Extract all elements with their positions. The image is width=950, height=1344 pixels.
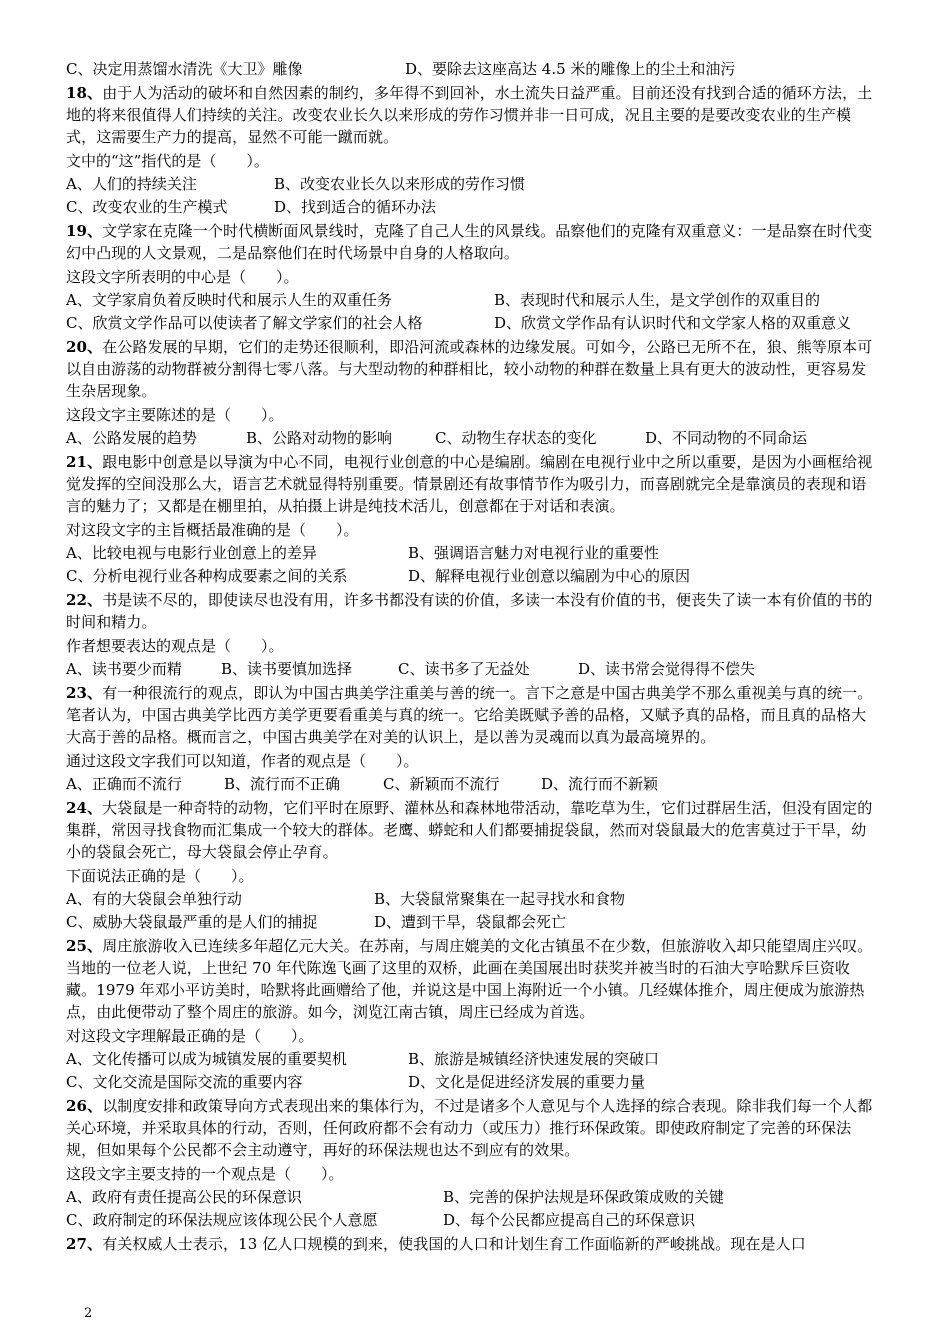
option-d: D、要除去这座高达 4.5 米的雕像上的尘土和油污 — [405, 60, 736, 78]
option-d: D、解释电视行业创意以编剧为中心的原因 — [408, 567, 691, 585]
question-21-options-row1 — [66, 542, 880, 564]
question-25-prompt: 对这段文字理解最正确的是（ ）。 — [66, 1027, 314, 1045]
question-18-options-row1 — [66, 173, 880, 195]
option-a: A、人们的持续关注 — [66, 175, 197, 193]
option-d: D、遭到干旱，袋鼠都会死亡 — [374, 913, 567, 931]
option-d: D、文化是促进经济发展的重要力量 — [408, 1073, 646, 1091]
question-24-prompt: 下面说法正确的是（ ）。 — [66, 867, 254, 885]
option-c: C、改变农业的生产模式 — [66, 198, 228, 216]
option-c: C、文化交流是国际交流的重要内容 — [66, 1073, 303, 1091]
question-23-passage: 23、有一种很流行的观点，即认为中国古典美学注重美与善的统一。言下之意是中国古典美学不那么重视美与真的统一。笔者认为，中国古典美学比西方美学更要看重美与真的统一。它给美既赋予善的品格，又赋予真的品格，而且真的品格大大高于善的品格。概而言之，中国古典美学在对美的认识上，是以善为灵魂而以真为最高境界的。 — [66, 684, 873, 746]
question-24-options-row2 — [66, 911, 880, 933]
question-25-options-row2 — [66, 1071, 880, 1093]
option-d: D、找到适合的循环办法 — [274, 198, 437, 216]
option-d: D、不同动物的不同命运 — [645, 429, 808, 447]
question-19-prompt: 这段文字所表明的中心是（ ）。 — [66, 268, 299, 286]
question-27-passage: 27、有关权威人士表示，13 亿人口规模的到来，使我国的人口和计划生育工作面临新的严峻挑战。现在是人口 — [66, 1235, 806, 1253]
question-25-options-row1 — [66, 1048, 880, 1070]
option-c: C、威胁大袋鼠最严重的是人们的捕捉 — [66, 913, 318, 931]
option-a: A、文学家肩负着反映时代和展示人生的双重任务 — [66, 291, 392, 309]
question-20-passage: 20、在公路发展的早期，它们的走势还很顺利，即沿河流或森林的边缘发展。可如今，公路已无所不在，狼、熊等原本可以自由游荡的动物群被分割得七零八落。与大型动物的种群相比，较小动物的种群在数量上具有更大的波动性，更容易发生杂居现象。 — [66, 338, 873, 400]
option-a: A、公路发展的趋势 — [66, 429, 197, 447]
question-22-prompt: 作者想要表达的观点是（ ）。 — [66, 637, 284, 655]
option-b: B、强调语言魅力对电视行业的重要性 — [408, 544, 660, 562]
question-21-prompt: 对这段文字的主旨概括最准确的是（ ）。 — [66, 521, 359, 539]
question-21-options-row2 — [66, 565, 880, 587]
option-c: C、政府制定的环保法规应该体现公民个人意愿 — [66, 1211, 378, 1229]
question-24-passage: 24、大袋鼠是一种奇特的动物，它们平时在原野、灌林丛和森林地带活动，靠吃草为生，它们过群居生活，但没有固定的集群，常因寻找食物而汇集成一个较大的群体。老鹰、蟒蛇和人们都要捕捉袋鼠，然而对袋鼠最大的危害莫过于干旱，幼小的袋鼠会死亡，母大袋鼠会停止孕育。 — [66, 799, 873, 861]
question-18-prompt: 文中的“这”指代的是（ ）。 — [66, 152, 269, 170]
question-21-passage: 21、跟电影中创意是以导演为中心不同，电视行业创意的中心是编剧。编剧在电视行业中之所以重要，是因为小画框给视觉发挥的空间没那么大，语言艺术就显得特别重要。情景剧还有故事情节作为吸引力，而喜剧就完全是靠演员的表现和语言的魅力了；又都是在棚里拍，从拍摄上讲是纯技术活儿，创意都在于对话和表演。 — [66, 453, 873, 515]
question-25-passage: 25、周庄旅游收入已连续多年超亿元大关。在苏南，与周庄媲美的文化古镇虽不在少数，但旅游收入却只能望周庄兴叹。当地的一位老人说，上世纪 70 年代陈逸飞画了这里的双桥，此画在美国展出时获奖并被当时的石油大亨哈默斥巨资收藏。1979 年邓小平访美时，哈默将此画赠给了他，并说这是中国上海附近一个小镇。几经媒体推介，周庄便成为旅游热点，由此便带动了整个周庄的旅游。如今，浏览江南古镇，周庄已经成为首选。 — [66, 937, 873, 1021]
question-20-options-row — [66, 427, 880, 449]
option-b: B、完善的保护法规是环保政策成败的关键 — [443, 1188, 725, 1206]
page-number: 2 — [84, 1306, 93, 1321]
option-b: B、流行而不正确 — [224, 775, 341, 793]
option-a: A、政府有责任提高公民的环保意识 — [66, 1188, 302, 1206]
question-19-options-row1 — [66, 289, 880, 311]
question-23-options-row — [66, 773, 880, 795]
option-b: B、公路对动物的影响 — [246, 429, 393, 447]
option-c: C、分析电视行业各种构成要素之间的关系 — [66, 567, 348, 585]
option-b: B、旅游是城镇经济快速发展的突破口 — [408, 1050, 660, 1068]
question-20-prompt: 这段文字主要陈述的是（ ）。 — [66, 406, 284, 424]
question-19-options-row2 — [66, 312, 880, 334]
option-b: B、改变农业长久以来形成的劳作习惯 — [274, 175, 526, 193]
option-c: C、读书多了无益处 — [398, 660, 530, 678]
question-26-passage: 26、以制度安排和政策导向方式表现出来的集体行为，不过是诸多个人意见与个人选择的综合表现。除非我们每一个人都关心环境，并采取具体的行动，否则，任何政府都不会有动力（或压力）推行环保政策。即使政府制定了完善的环保法规，但如果每个公民都不会主动遵守，再好的环保法规也达不到应有的效果。 — [66, 1097, 873, 1159]
option-c: C、动物生存状态的变化 — [435, 429, 597, 447]
question-18-options-row2 — [66, 196, 880, 218]
option-c: C、欣赏文学作品可以使读者了解文学家们的社会人格 — [66, 314, 423, 332]
option-a: A、比较电视与电影行业创意上的差异 — [66, 544, 317, 562]
option-a: A、有的大袋鼠会单独行动 — [66, 890, 242, 908]
question-18-passage: 18、由于人为活动的破坏和自然因素的制约，多年得不到回补，水土流失日益严重。目前还没有找到合适的循环方法，土地的将来很值得人们持续的关注。改变农业长久以来形成的劳作习惯并非一日可成，况且主要的是要改变农业的生产模式，这需要生产力的提高，显然不可能一蹴而就。 — [66, 84, 873, 146]
option-b: B、表现时代和展示人生，是文学创作的双重目的 — [494, 291, 821, 309]
option-d: D、流行而不新颖 — [541, 775, 659, 793]
option-c: C、新颖而不流行 — [383, 775, 500, 793]
option-d: D、每个公民都应提高自己的环保意识 — [443, 1211, 696, 1229]
header-options-row — [66, 58, 880, 80]
option-d: D、读书常会觉得得不偿失 — [578, 660, 756, 678]
question-26-prompt: 这段文字主要支持的一个观点是（ ）。 — [66, 1165, 344, 1183]
question-26-options-row1 — [66, 1186, 880, 1208]
option-d: D、欣赏文学作品有认识时代和文学家人格的双重意义 — [494, 314, 852, 332]
question-24-options-row1 — [66, 888, 880, 910]
option-c: C、决定用蒸馏水清洗《大卫》雕像 — [66, 60, 303, 78]
question-26-options-row2 — [66, 1209, 880, 1231]
question-22-passage: 22、书是读不尽的，即使读尽也没有用，许多书都没有读的价值，多读一本没有价值的书，便丧失了读一本有价值的书的时间和精力。 — [66, 591, 873, 631]
question-22-options-row — [66, 658, 880, 680]
option-a: A、正确而不流行 — [66, 775, 182, 793]
question-23-prompt: 通过这段文字我们可以知道，作者的观点是（ ）。 — [66, 752, 419, 770]
option-a: A、文化传播可以成为城镇发展的重要契机 — [66, 1050, 347, 1068]
option-a: A、读书要少而精 — [66, 660, 182, 678]
option-b: B、读书要慎加选择 — [221, 660, 353, 678]
question-19-passage: 19、文学家在克隆一个时代横断面风景线时，克隆了自己人生的风景线。品察他们的克隆有双重意义：一是品察在时代变幻中凸现的人文景观，二是品察他们在时代场景中自身的人格取向。 — [66, 222, 873, 262]
document-page — [66, 58, 880, 1255]
option-b: B、大袋鼠常聚集在一起寻找水和食物 — [374, 890, 626, 908]
